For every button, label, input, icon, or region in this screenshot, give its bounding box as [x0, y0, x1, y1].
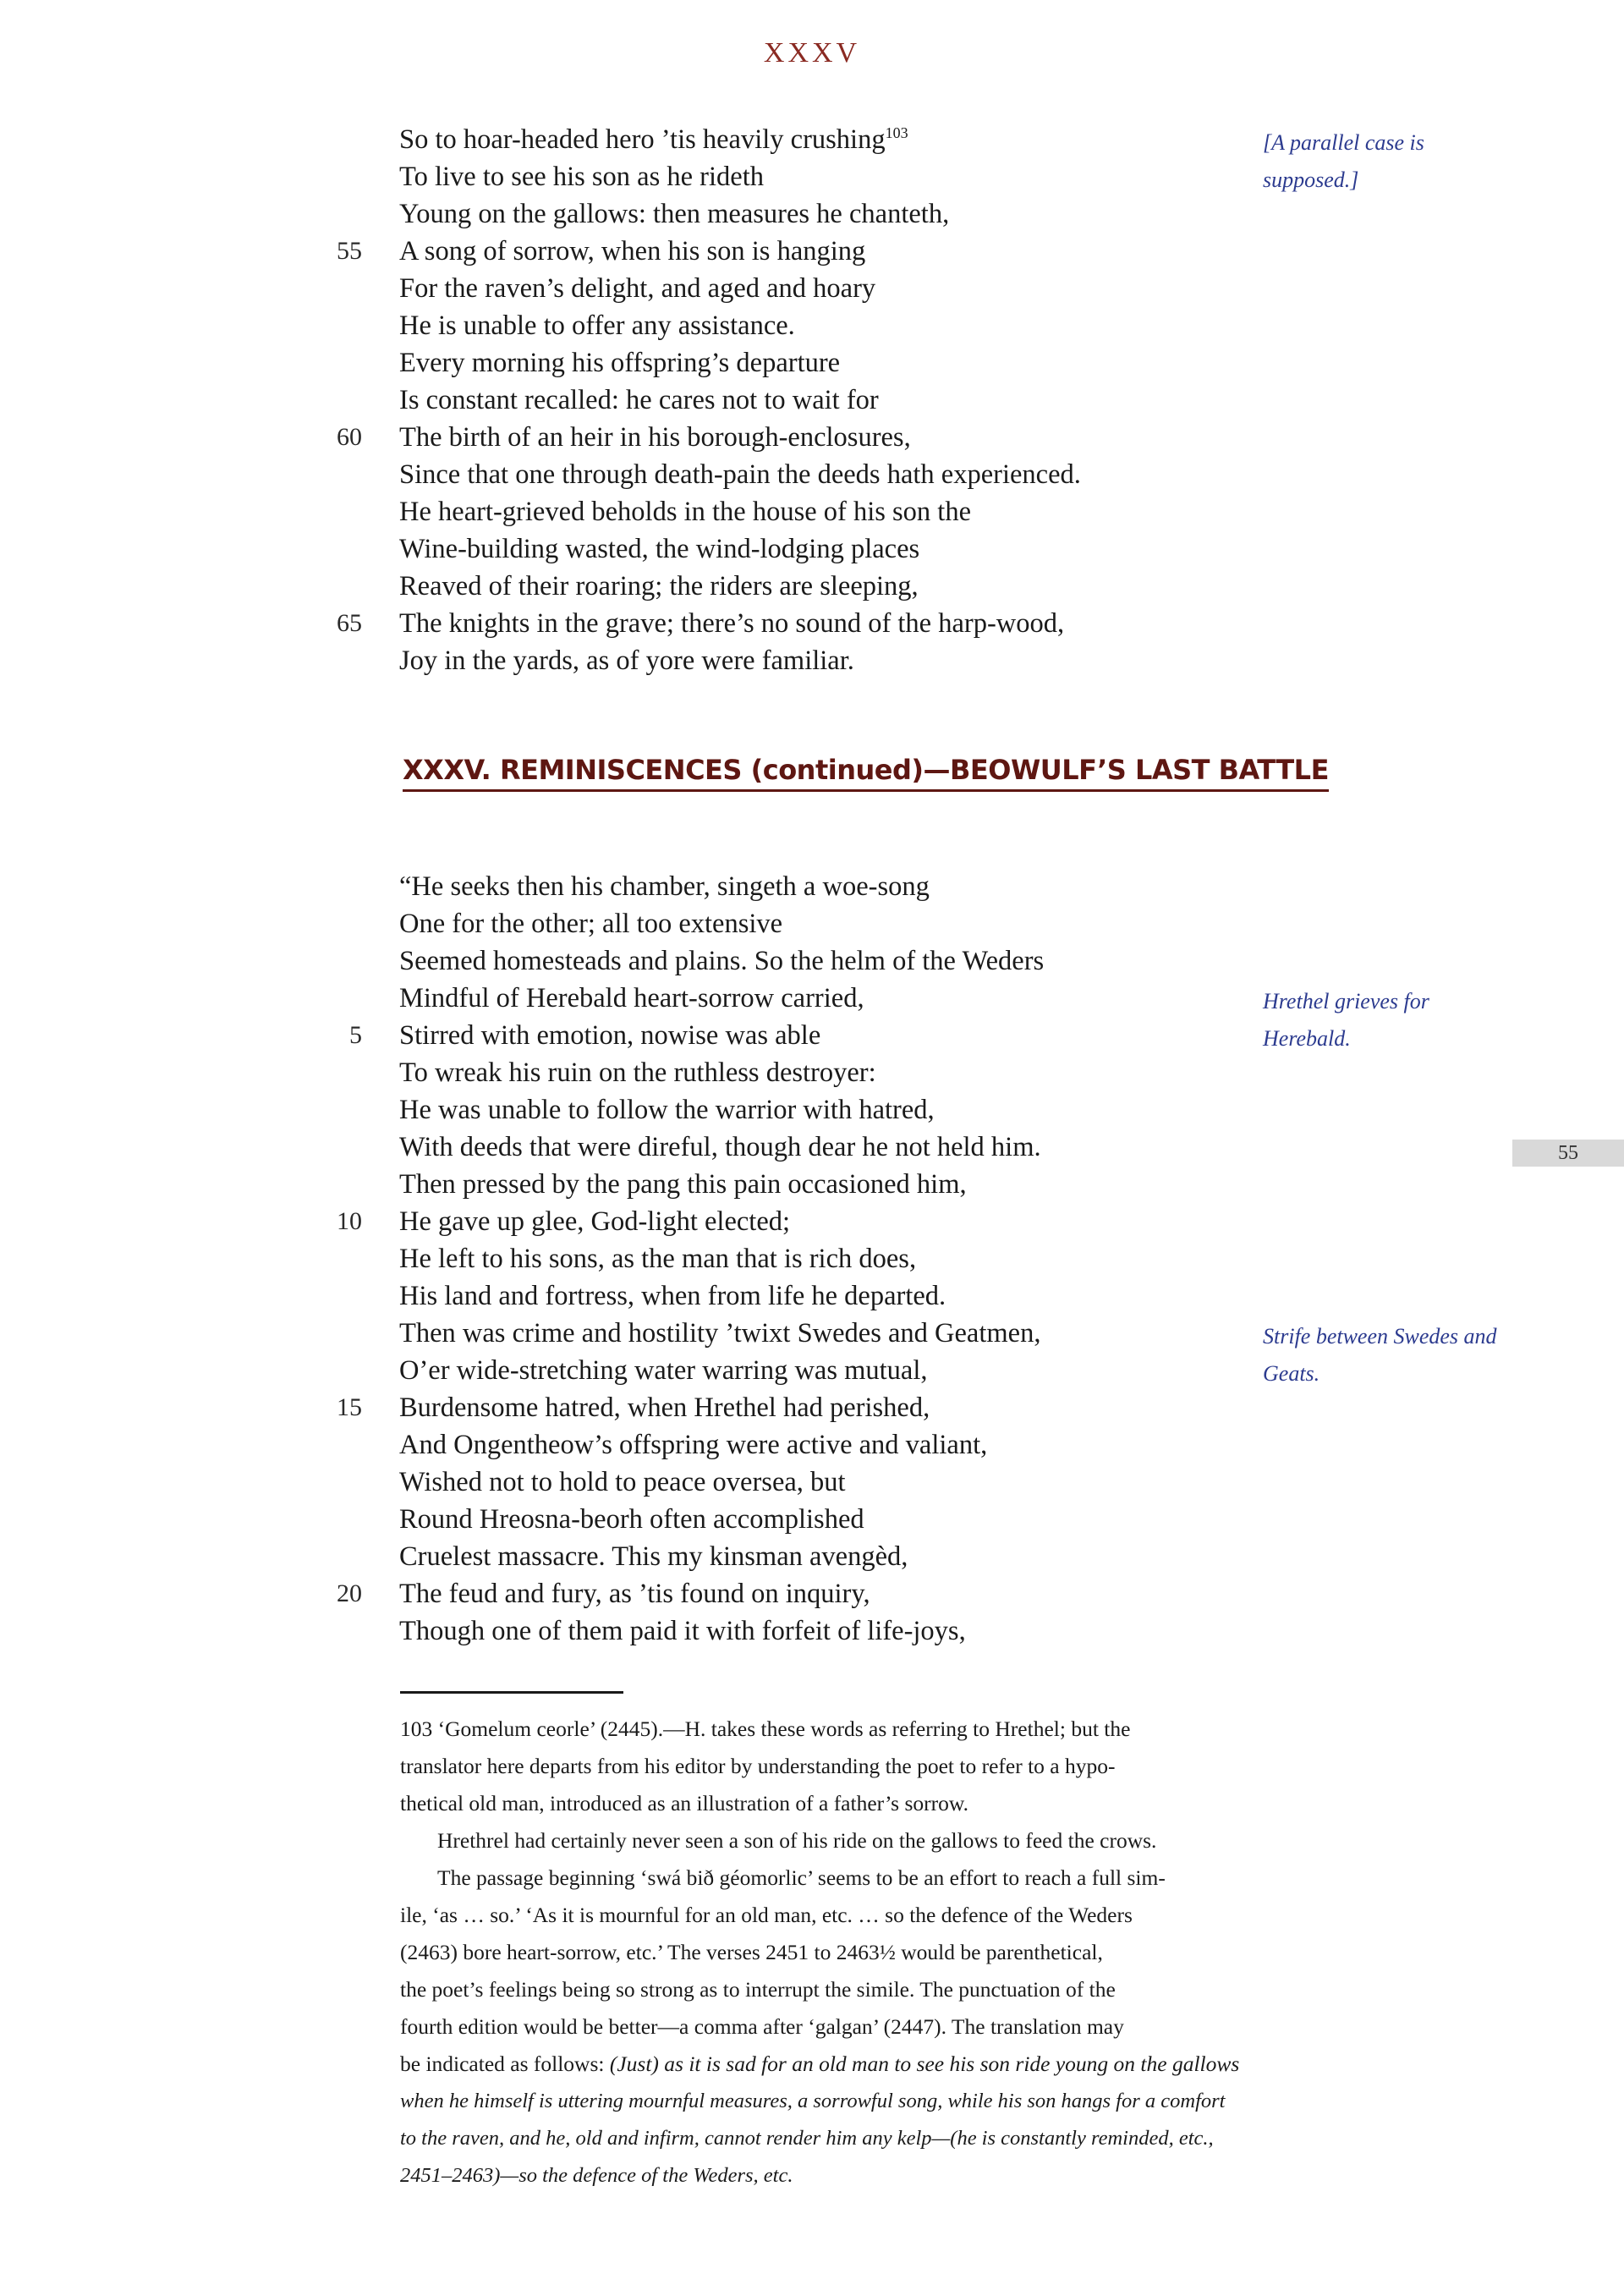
sidenote-strife-line-2: Geats. [1263, 1361, 1320, 1386]
footnote-line: to the raven, and he, old and infirm, cannot render him any kelp—(he is constantly reminded, etc., [400, 2127, 1214, 2150]
footnote-103 [400, 1711, 1240, 2194]
verse-line: Is constant recalled: he cares not to wait for [399, 385, 879, 415]
sidenote-parallel-case: [A parallel case is supposed.] [1263, 130, 1424, 192]
footnote-line: the poet’s feelings being so strong as to interrupt the simile. The punctuation of the [400, 1977, 1116, 2002]
verse-line: The feud and fury, as ’tis found on inquiry, [399, 1579, 870, 1609]
running-head: XXXV [763, 37, 861, 69]
verse-line: Every morning his offspring’s departure [399, 348, 841, 378]
verse-line: He left to his sons, as the man that is rich does, [399, 1244, 917, 1274]
verse-line: Stirred with emotion, nowise was able [399, 1020, 821, 1051]
footnote-line: ile, ‘as … so.’ ‘As it is mournful for an old man, etc. … so the defence of the Weders [400, 1903, 1133, 1927]
verse-line: To live to see his son as he rideth [399, 162, 764, 192]
line-number: 60 [337, 423, 362, 451]
sidenote-strife-line-1: Strife between Swedes and [1263, 1324, 1497, 1348]
footnote-line: 2451–2463)—so the defence of the Weders, etc. [400, 2164, 793, 2187]
verse-line: He is unable to offer any assistance. [399, 310, 795, 341]
verse-line: So to hoar-headed hero ’tis heavily crushing$^{103}$ [399, 124, 908, 155]
verse-line: And Ongentheow’s offspring were active and valiant, [399, 1430, 988, 1460]
verse-line: The knights in the grave; there’s no sound of the harp-wood, [399, 608, 1065, 639]
verse-line: He was unable to follow the warrior with hatred, [399, 1095, 935, 1125]
section-heading: XXXV. REMINISCENCES (continued)—BEOWULF’S LAST BATTLE [403, 754, 1329, 792]
verse-line: A song of sorrow, when his son is hanging [399, 236, 866, 266]
verse-line: Wine-building wasted, the wind-lodging places [399, 534, 920, 564]
line-number: 20 [337, 1579, 362, 1607]
verse-line: He gave up glee, God-light elected; [399, 1206, 791, 1237]
footnote-line: thetical old man, introduced as an illustration of a father’s sorrow. [400, 1791, 969, 1815]
verse-line: His land and fortress, when from life he departed. [399, 1281, 946, 1311]
footnote-line: when he himself is uttering mournful measures, a sorrowful song, while his son hangs for a comfort [400, 2090, 1226, 2112]
verse-line: Round Hreosna-beorh often accomplished [399, 1504, 864, 1535]
verse-line: To wreak his ruin on the ruthless destroyer: [399, 1057, 876, 1088]
footnote-ref[interactable]: 103 [885, 124, 908, 142]
footnote-text: be indicated as follows: [400, 2052, 610, 2076]
verse-line: The birth of an heir in his borough-enclosures, [399, 422, 911, 453]
page-number-marker: 55 [1512, 1140, 1624, 1167]
sidenote-hrethel-grieves: Hrethel grieves for Herebald. [1263, 989, 1429, 1051]
line-number: 15 [337, 1393, 362, 1421]
footnote-line: translator here departs from his editor by understanding the poet to refer to a hypo- [400, 1754, 1116, 1778]
line-number: 65 [337, 609, 362, 637]
footnote-rule [400, 1691, 623, 1694]
verse-line: Then was crime and hostility ’twixt Swedes and Geatmen, [399, 1318, 1041, 1348]
line-number: 10 [337, 1207, 362, 1235]
verse-line: O’er wide-stretching water warring was mutual, [399, 1355, 928, 1386]
footnote-line: The passage beginning ‘swá bið géomorlic’ seems to be an effort to reach a full sim- [437, 1865, 1166, 1890]
footnote-line [400, 2046, 1240, 2083]
verse-line: He heart-grieved beholds in the house of his son the [399, 497, 972, 527]
verse-line: Reaved of their roaring; the riders are sleeping, [399, 571, 919, 601]
verse-line: Then pressed by the pang this pain occasioned him, [399, 1169, 967, 1200]
verse-line: Burdensome hatred, when Hrethel had perished, [399, 1392, 930, 1423]
verse-line: For the raven’s delight, and aged and hoary [399, 273, 876, 304]
footnote-line: fourth edition would be better—a comma after ‘galgan’ (2447). The translation may [400, 2014, 1124, 2039]
verse-line: With deeds that were direful, though dear he not held him. [399, 1132, 1041, 1162]
footnote-line: (2463) bore heart-sorrow, etc.’ The verses 2451 to 2463½ would be parenthetical, [400, 1940, 1103, 1964]
line-number: 55 [337, 237, 362, 265]
footnote-line: 103 ‘Gomelum ceorle’ (2445).—H. takes these words as referring to Hrethel; but the [400, 1717, 1131, 1741]
footnote-line: Hrethrel had certainly never seen a son of his ride on the gallows to feed the crows. [437, 1828, 1157, 1853]
verse-line: Cruelest massacre. This my kinsman avengèd, [399, 1541, 908, 1572]
verse-line: Young on the gallows: then measures he chanteth, [399, 199, 950, 229]
verse-line: Wished not to hold to peace oversea, but [399, 1467, 846, 1497]
verse-line: Seemed homesteads and plains. So the helm of the Weders [399, 946, 1045, 976]
verse-line: Though one of them paid it with forfeit of life-joys, [399, 1616, 966, 1646]
verse-line: Mindful of Herebald heart-sorrow carried, [399, 983, 864, 1013]
verse-line: “He seeks then his chamber, singeth a woe-song [399, 871, 930, 902]
verse-line: Joy in the yards, as of yore were familiar. [399, 645, 854, 676]
footnote-italic-text: (Just) as it is sad for an old man to see his son ride young on the gallows [609, 2052, 1240, 2076]
line-number: 5 [349, 1021, 362, 1049]
verse-line: Since that one through death-pain the deeds hath experienced. [399, 459, 1081, 490]
verse-line: One for the other; all too extensive [399, 909, 783, 939]
